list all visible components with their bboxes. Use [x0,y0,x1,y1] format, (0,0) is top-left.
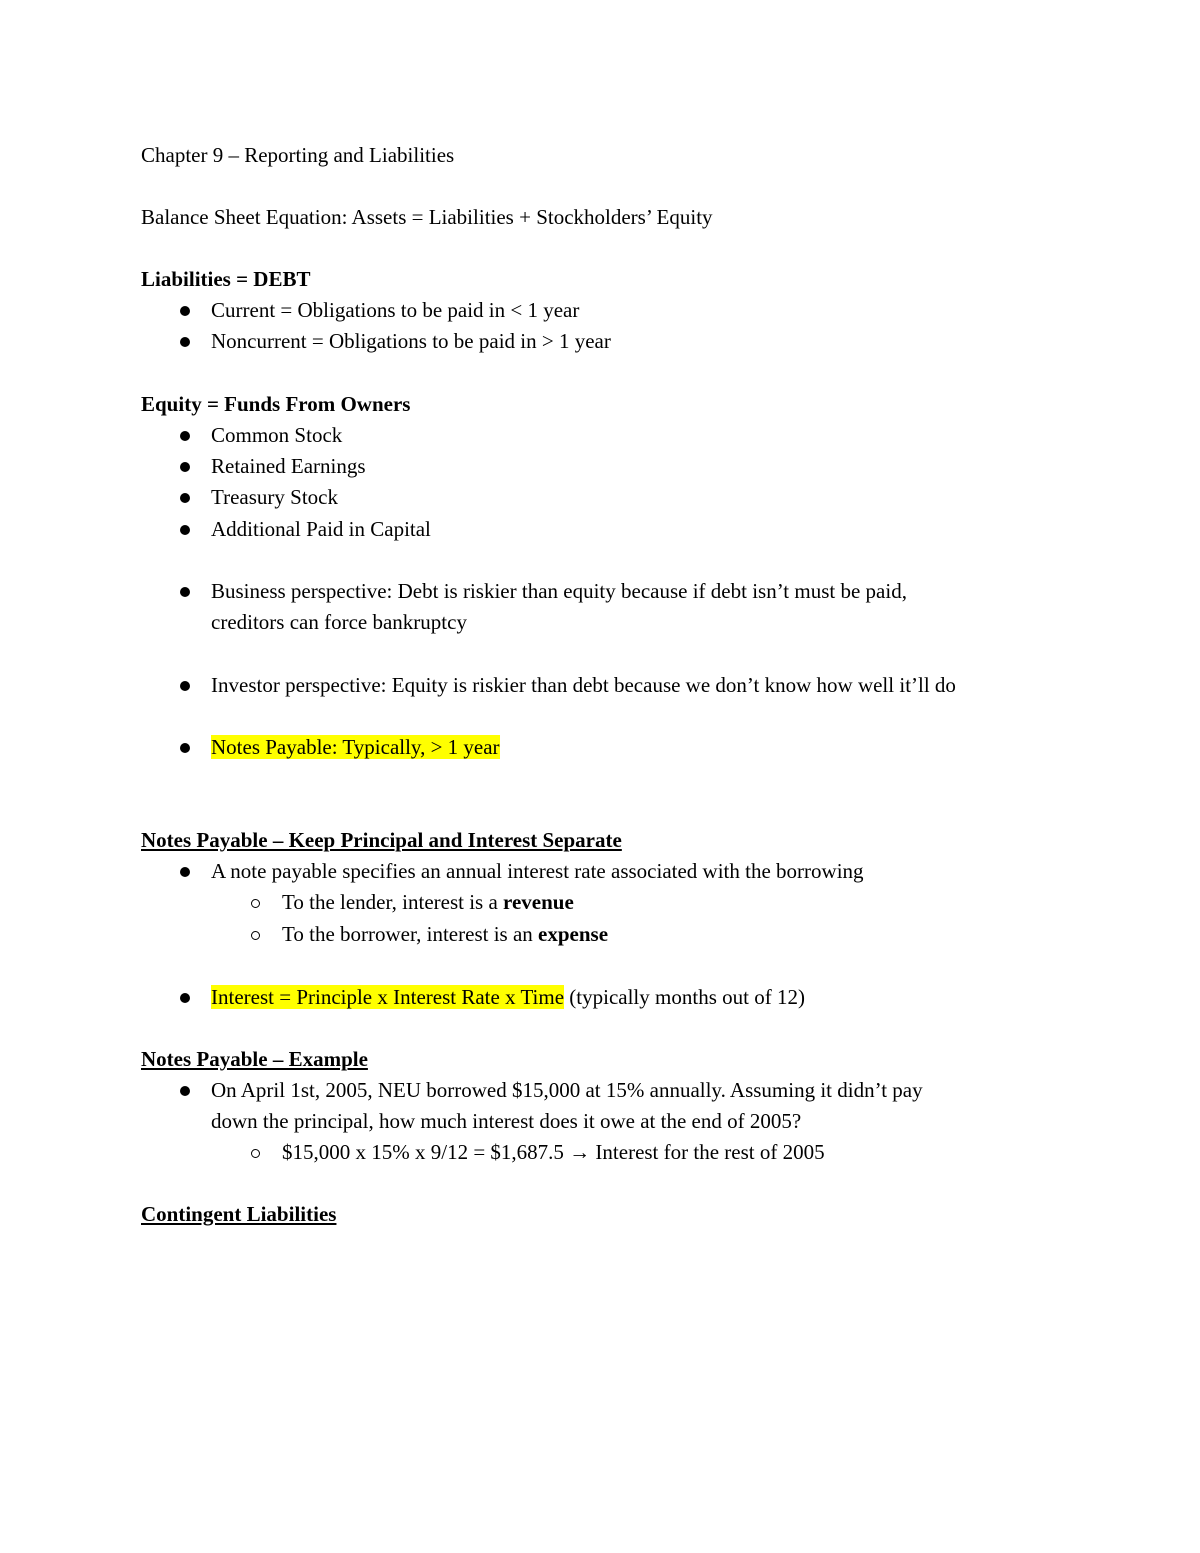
example-heading: Notes Payable – Example [141,1047,368,1071]
business-perspective-line1: Business perspective: Debt is riskier than equity because if debt isn’t must be paid, [211,579,907,603]
bullet-icon [180,306,190,316]
equity-item-retained-earnings: Retained Earnings [211,454,366,478]
bullet-icon [180,493,190,503]
bullet-icon [180,1086,190,1096]
notes-payable-item: A note payable specifies an annual interest rate associated with the borrowing [211,859,864,883]
example-line2: down the principal, how much interest does it owe at the end of 2005? [211,1109,802,1133]
bullet-icon [180,337,190,347]
example-line1: On April 1st, 2005, NEU borrowed $15,000 at 15% annually. Assuming it didn’t pay [211,1078,923,1102]
equity-item-common-stock: Common Stock [211,423,343,447]
bullet-icon [180,993,190,1003]
notes-payable-highlight [211,732,500,763]
bullet-icon [180,462,190,472]
circle-bullet-icon [251,899,260,908]
notes-payable-heading: Notes Payable – Keep Principal and Interest Separate [141,828,622,852]
liabilities-heading: Liabilities = DEBT [141,267,311,291]
interest-formula [211,982,805,1013]
balance-sheet-equation: Balance Sheet Equation: Assets = Liabilities + Stockholders’ Equity [141,205,713,229]
interest-formula-highlight: Interest = Principle x Interest Rate x Time [211,985,565,1009]
bullet-icon [180,681,190,691]
investor-perspective: Investor perspective: Equity is riskier than debt because we don’t know how well it’ll do [211,673,956,697]
lender-text: To the lender, interest is a [282,890,504,914]
circle-bullet-icon [251,931,260,940]
bullet-icon [180,867,190,877]
borrower-subitem [282,919,608,950]
contingent-liabilities-heading: Contingent Liabilities [141,1202,337,1226]
revenue-term: revenue [503,890,574,914]
circle-bullet-icon [251,1149,260,1158]
page-title: Chapter 9 – Reporting and Liabilities [141,143,455,167]
business-perspective-line2: creditors can force bankruptcy [211,610,467,634]
bullet-icon [180,525,190,535]
borrower-text: To the borrower, interest is an [282,922,539,946]
bullet-icon [180,743,190,753]
expense-term: expense [538,922,609,946]
liabilities-item-current: Current = Obligations to be paid in < 1 year [211,298,580,322]
highlighted-text: Notes Payable: Typically, > 1 year [211,735,500,759]
equity-item-treasury-stock: Treasury Stock [211,485,338,509]
interest-formula-note: (typically months out of 12) [564,985,805,1009]
liabilities-item-noncurrent: Noncurrent = Obligations to be paid in > 1 year [211,329,611,353]
bullet-icon [180,587,190,597]
bullet-icon [180,431,190,441]
equity-heading: Equity = Funds From Owners [141,392,411,416]
example-answer: $15,000 x 15% x 9/12 = $1,687.5 → Interest for the rest of 2005 [282,1140,825,1164]
equity-item-apic: Additional Paid in Capital [211,517,431,541]
lender-subitem [282,887,574,918]
